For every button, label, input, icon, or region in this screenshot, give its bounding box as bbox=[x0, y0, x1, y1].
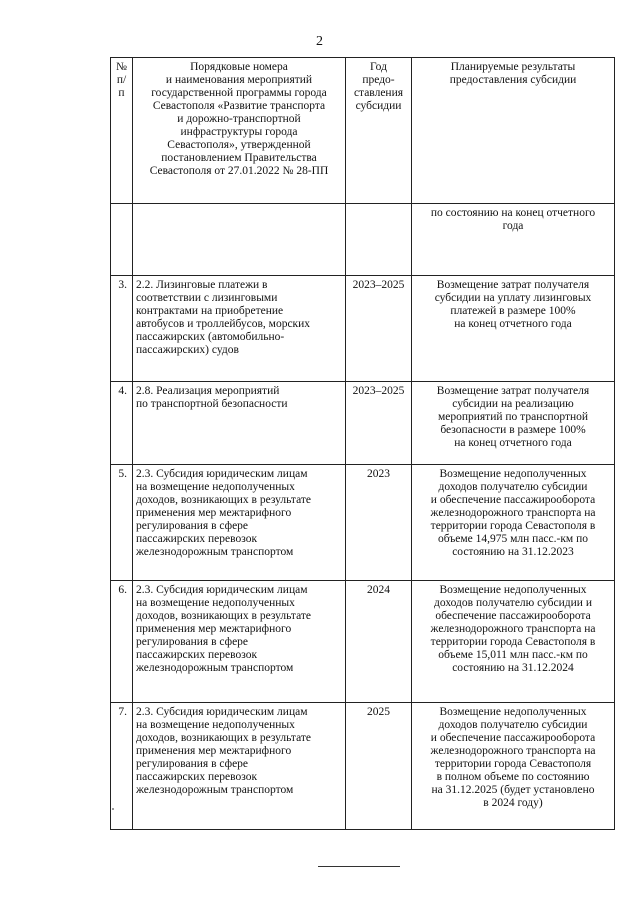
row-measure bbox=[133, 382, 346, 465]
header-number-line: п/п bbox=[116, 74, 127, 99]
row-result bbox=[412, 276, 615, 382]
header-year-line: предо- bbox=[362, 74, 395, 86]
row-result-line: Возмещение затрат получателя bbox=[436, 279, 590, 291]
row-measure-line: железнодорожным транспортом bbox=[136, 784, 294, 796]
row-measure-line: 2.3. Субсидия юридическим лицам bbox=[136, 706, 308, 718]
row-result-line: состоянию на 31.12.2024 bbox=[452, 662, 574, 674]
row-result bbox=[412, 204, 615, 276]
header-measures-line: Севастополя», утвержденной bbox=[167, 139, 311, 151]
row-measure-line: регулирования в сфере bbox=[136, 520, 249, 532]
row-measure-line: регулирования в сфере bbox=[136, 636, 249, 648]
row-result-line: безопасности в размере 100% bbox=[440, 424, 586, 436]
row-measure-line: доходов, возникающих в результате bbox=[136, 494, 312, 506]
row-result-line: по состоянию на конец отчетного bbox=[430, 207, 596, 219]
table-row bbox=[111, 276, 615, 382]
end-of-document-rule bbox=[318, 866, 400, 867]
row-result-line: железнодорожного транспорта на bbox=[430, 745, 596, 757]
row-result-line: состоянию на 31.12.2023 bbox=[452, 546, 574, 558]
row-measure-line: доходов, возникающих в результате bbox=[136, 610, 312, 622]
row-measure bbox=[133, 204, 346, 276]
table-header-row bbox=[111, 58, 615, 204]
row-measure-line: применения мер межтарифного bbox=[136, 745, 292, 757]
row-measure-line: пассажирских) судов bbox=[136, 344, 239, 356]
row-measure-line: 2.8. Реализация мероприятий bbox=[136, 385, 280, 397]
row-measure-line: 2.3. Субсидия юридическим лицам bbox=[136, 468, 308, 480]
row-measure-line: применения мер межтарифного bbox=[136, 623, 292, 635]
header-results bbox=[412, 58, 615, 204]
row-number: 3. bbox=[111, 276, 133, 382]
header-year bbox=[346, 58, 412, 204]
table-row bbox=[111, 382, 615, 465]
header-results-line: предоставления субсидии bbox=[449, 74, 577, 86]
header-number bbox=[111, 58, 133, 204]
row-measure bbox=[133, 465, 346, 581]
row-result-line: железнодорожного транспорта на bbox=[430, 507, 596, 519]
row-year: 2023–2025 bbox=[346, 276, 412, 382]
row-year bbox=[346, 204, 412, 276]
row-measure-line: 2.3. Субсидия юридическим лицам bbox=[136, 584, 308, 596]
header-measures-line: и дорожно-транспортной bbox=[177, 113, 301, 125]
row-measure-line: доходов, возникающих в результате bbox=[136, 732, 312, 744]
header-measures-line: государственной программы города bbox=[151, 87, 327, 99]
header-year-line: Год bbox=[370, 61, 387, 73]
row-result-line: в полном объеме по состоянию bbox=[436, 771, 590, 783]
row-measure-line: на возмещение недополученных bbox=[136, 597, 295, 609]
row-result-line: железнодорожного транспорта на bbox=[430, 623, 596, 635]
row-result-line: Возмещение недополученных bbox=[439, 584, 587, 596]
row-measure bbox=[133, 703, 346, 830]
header-measures-line: Севастополя от 27.01.2022 № 28-ПП bbox=[149, 165, 329, 177]
table-row bbox=[111, 204, 615, 276]
row-result-line: на конец отчетного года bbox=[454, 437, 572, 449]
header-number-line: № bbox=[116, 61, 127, 73]
table-row bbox=[111, 703, 615, 830]
row-result-line: субсидии на реализацию bbox=[452, 398, 574, 410]
row-measure-line: железнодорожным транспортом bbox=[136, 546, 294, 558]
row-result-line: территории города Севастополя в bbox=[430, 636, 596, 648]
row-measure-line: применения мер межтарифного bbox=[136, 507, 292, 519]
row-result-line: года bbox=[502, 220, 524, 232]
row-result-line: Возмещение недополученных bbox=[439, 468, 587, 480]
row-measure-line: пассажирских (автомобильно- bbox=[136, 331, 285, 343]
row-result-line: объеме 15,011 млн пасс.-км по bbox=[438, 649, 588, 661]
row-result-line: обеспечение пассажирооборота bbox=[435, 610, 591, 622]
table-row bbox=[111, 465, 615, 581]
row-result bbox=[412, 465, 615, 581]
row-result-line: доходов получателю субсидии bbox=[438, 481, 588, 493]
row-year: 2024 bbox=[346, 581, 412, 703]
row-measure-line: регулирования в сфере bbox=[136, 758, 249, 770]
row-number: 5. bbox=[111, 465, 133, 581]
row-result bbox=[412, 382, 615, 465]
header-measures-line: постановлением Правительства bbox=[161, 152, 317, 164]
header-year-line: ставления bbox=[353, 87, 404, 99]
subsidy-results-table bbox=[110, 57, 615, 830]
page-number: 2 bbox=[316, 34, 323, 49]
row-result bbox=[412, 703, 615, 830]
row-result-line: доходов получателю субсидии и bbox=[434, 597, 592, 609]
row-result-line: территории города Севастополя bbox=[434, 758, 592, 770]
header-measures-line: инфраструктуры города bbox=[180, 126, 298, 138]
row-measure-line: контрактами на приобретение bbox=[136, 305, 284, 317]
row-result bbox=[412, 581, 615, 703]
row-number: 4. bbox=[111, 382, 133, 465]
row-result-line: и обеспечение пассажирооборота bbox=[430, 732, 596, 744]
row-measure-line: на возмещение недополученных bbox=[136, 719, 295, 731]
row-measure bbox=[133, 276, 346, 382]
header-measures bbox=[133, 58, 346, 204]
row-result-line: субсидии на уплату лизинговых bbox=[434, 292, 592, 304]
row-number: 6. bbox=[111, 581, 133, 703]
row-result-line: мероприятий по транспортной bbox=[437, 411, 589, 423]
row-measure-line: на возмещение недополученных bbox=[136, 481, 295, 493]
row-measure-line: по транспортной безопасности bbox=[136, 398, 288, 410]
row-measure-line: железнодорожным транспортом bbox=[136, 662, 294, 674]
row-measure bbox=[133, 581, 346, 703]
row-result-line: в 2024 году) bbox=[483, 797, 543, 809]
row-result-line: платежей в размере 100% bbox=[450, 305, 576, 317]
row-result-line: доходов получателю субсидии bbox=[438, 719, 588, 731]
scan-speck bbox=[112, 808, 114, 810]
header-year-line: субсидии bbox=[355, 100, 402, 112]
row-year: 2025 bbox=[346, 703, 412, 830]
row-result-line: и обеспечение пассажирооборота bbox=[430, 494, 596, 506]
row-measure-line: соответствии с лизинговыми bbox=[136, 292, 278, 304]
row-result-line: на конец отчетного года bbox=[454, 318, 572, 330]
row-year: 2023 bbox=[346, 465, 412, 581]
table-row bbox=[111, 581, 615, 703]
header-measures-line: Порядковые номера bbox=[190, 61, 288, 73]
row-result-line: Возмещение недополученных bbox=[439, 706, 587, 718]
header-results-line: Планируемые результаты bbox=[450, 61, 576, 73]
row-measure-line: пассажирских перевозок bbox=[136, 649, 258, 661]
row-result-line: Возмещение затрат получателя bbox=[436, 385, 590, 397]
row-result-line: на 31.12.2025 (будет установлено bbox=[431, 784, 595, 796]
header-measures-line: Севастополя «Развитие транспорта bbox=[152, 100, 326, 112]
header-measures-line: и наименования мероприятий bbox=[165, 74, 313, 86]
row-measure-line: пассажирских перевозок bbox=[136, 771, 258, 783]
row-number bbox=[111, 204, 133, 276]
row-number: 7. bbox=[111, 703, 133, 830]
row-measure-line: пассажирских перевозок bbox=[136, 533, 258, 545]
row-measure-line: 2.2. Лизинговые платежи в bbox=[136, 279, 268, 291]
row-measure-line: автобусов и троллейбусов, морских bbox=[136, 318, 311, 330]
row-result-line: объеме 14,975 млн пасс.-км по bbox=[438, 533, 588, 545]
row-year: 2023–2025 bbox=[346, 382, 412, 465]
row-result-line: территории города Севастополя в bbox=[430, 520, 596, 532]
